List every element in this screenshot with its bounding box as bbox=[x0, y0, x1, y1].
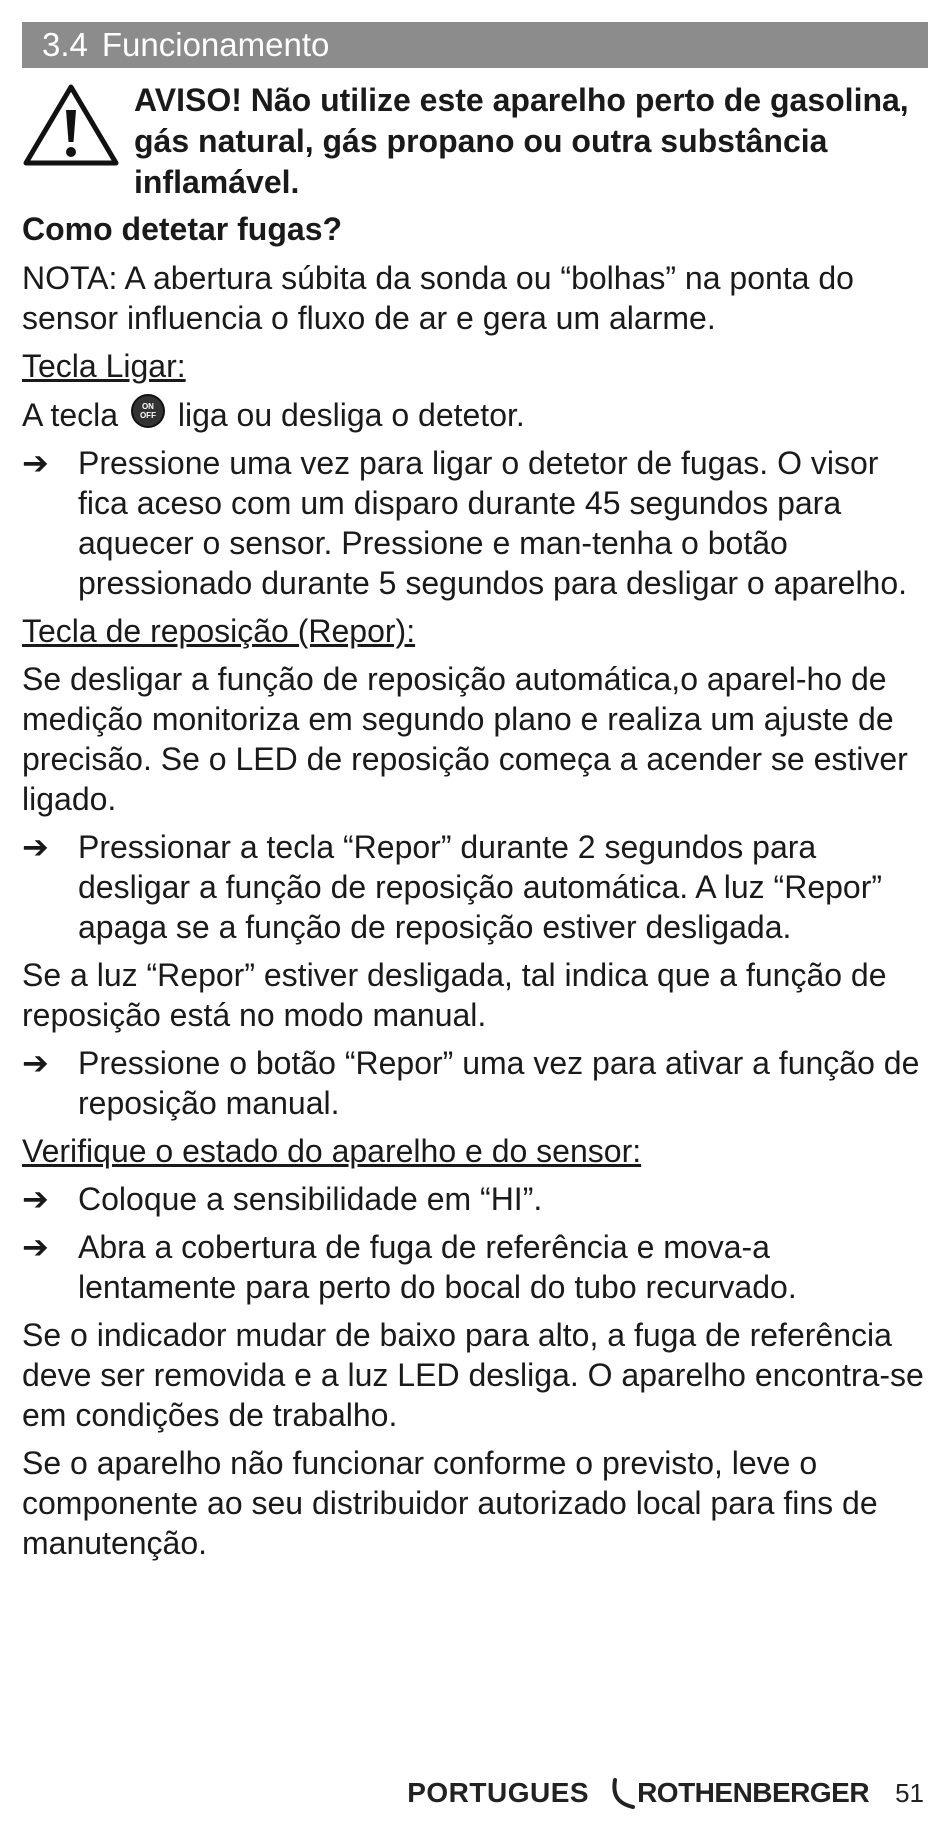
page-footer bbox=[407, 1768, 924, 1818]
arrow-bullet-icon: ➔ bbox=[22, 1045, 49, 1081]
arrow-bullet-icon: ➔ bbox=[22, 1181, 49, 1217]
check-text-1: Se o indicador mudar de baixo para alto, a fuga de referência deve ser removida e a luz LED desliga. O aparelho encontra-se em condições de trabalho. bbox=[22, 1317, 924, 1433]
check-text-2: Se o aparelho não funcionar conforme o previsto, leve o componente ao seu distribuidor autorizado local para fins de manutenção. bbox=[22, 1445, 878, 1561]
power-key-text bbox=[22, 394, 928, 435]
list-item bbox=[22, 1227, 928, 1307]
list-item bbox=[22, 827, 928, 947]
brand-name: ROTHENBERGER bbox=[637, 1777, 870, 1808]
bullet-text: Pressione o botão “Repor” uma vez para ativar a função de reposição manual. bbox=[78, 1045, 920, 1121]
reset-key-text-2: Se a luz “Repor” estiver desligada, tal indica que a função de reposição está no modo manual. bbox=[22, 957, 887, 1033]
section-number: 3.4 bbox=[42, 26, 88, 63]
power-key-text-after: liga ou desliga o detetor. bbox=[177, 397, 525, 433]
off-label: OFF bbox=[139, 411, 156, 420]
arrow-bullet-icon: ➔ bbox=[22, 1229, 49, 1265]
bullet-text: Abra a cobertura de fuga de referência e mova-a lentamente para perto do bocal do tubo recurvado. bbox=[78, 1229, 797, 1305]
arrow-bullet-icon: ➔ bbox=[22, 445, 49, 481]
bullet-text: Coloque a sensibilidade em “HI”. bbox=[78, 1181, 543, 1217]
bullet-text: Pressione uma vez para ligar o detetor de fugas. O visor fica aceso com um disparo durante 45 segundos para aquecer o sensor. Pressione e man-tenha o botão pressionado durante 5 segundos para desligar o aparelho. bbox=[78, 445, 908, 601]
warning-triangle-icon bbox=[22, 80, 134, 203]
check-heading: Verifique o estado do aparelho e do sensor: bbox=[22, 1133, 642, 1169]
arrow-bullet-icon: ➔ bbox=[22, 829, 49, 865]
reset-key-text: Se desligar a função de reposição automática,o aparel-ho de medição monitoriza em segundo plano e realiza um ajuste de precisão. Se o LED de reposição começa a acender se estiver ligado. bbox=[22, 661, 908, 817]
bullet-text: Pressionar a tecla “Repor” durante 2 segundos para desligar a função de reposição automática. A luz “Repor” apaga se a função de reposição estiver desligada. bbox=[78, 829, 883, 945]
on-label: ON bbox=[141, 402, 154, 411]
footer-language: PORTUGUES bbox=[407, 1777, 590, 1808]
section-header bbox=[22, 22, 928, 68]
list-item bbox=[22, 1043, 928, 1123]
reset-key-heading: Tecla de reposição (Repor): bbox=[22, 613, 416, 649]
brand-logo bbox=[609, 1776, 869, 1810]
warning-block bbox=[22, 80, 928, 203]
note-paragraph: NOTA: A abertura súbita da sonda ou “bolhas” na ponta do sensor influencia o fluxo de ar e gera um alarme. bbox=[22, 260, 854, 336]
on-off-button-icon bbox=[131, 394, 165, 428]
page-number: 51 bbox=[895, 1777, 924, 1808]
warning-text: AVISO! Não utilize este aparelho perto de gasolina, gás natural, gás propano ou outra substância inflamável. bbox=[134, 82, 909, 200]
manual-page bbox=[22, 22, 928, 1563]
list-item bbox=[22, 1179, 928, 1219]
power-key-heading: Tecla Ligar: bbox=[22, 348, 186, 384]
section-title: Funcionamento bbox=[101, 26, 330, 63]
question-heading: Como detetar fugas? bbox=[22, 211, 343, 247]
power-key-text-before: A tecla bbox=[22, 397, 119, 433]
list-item bbox=[22, 443, 928, 603]
